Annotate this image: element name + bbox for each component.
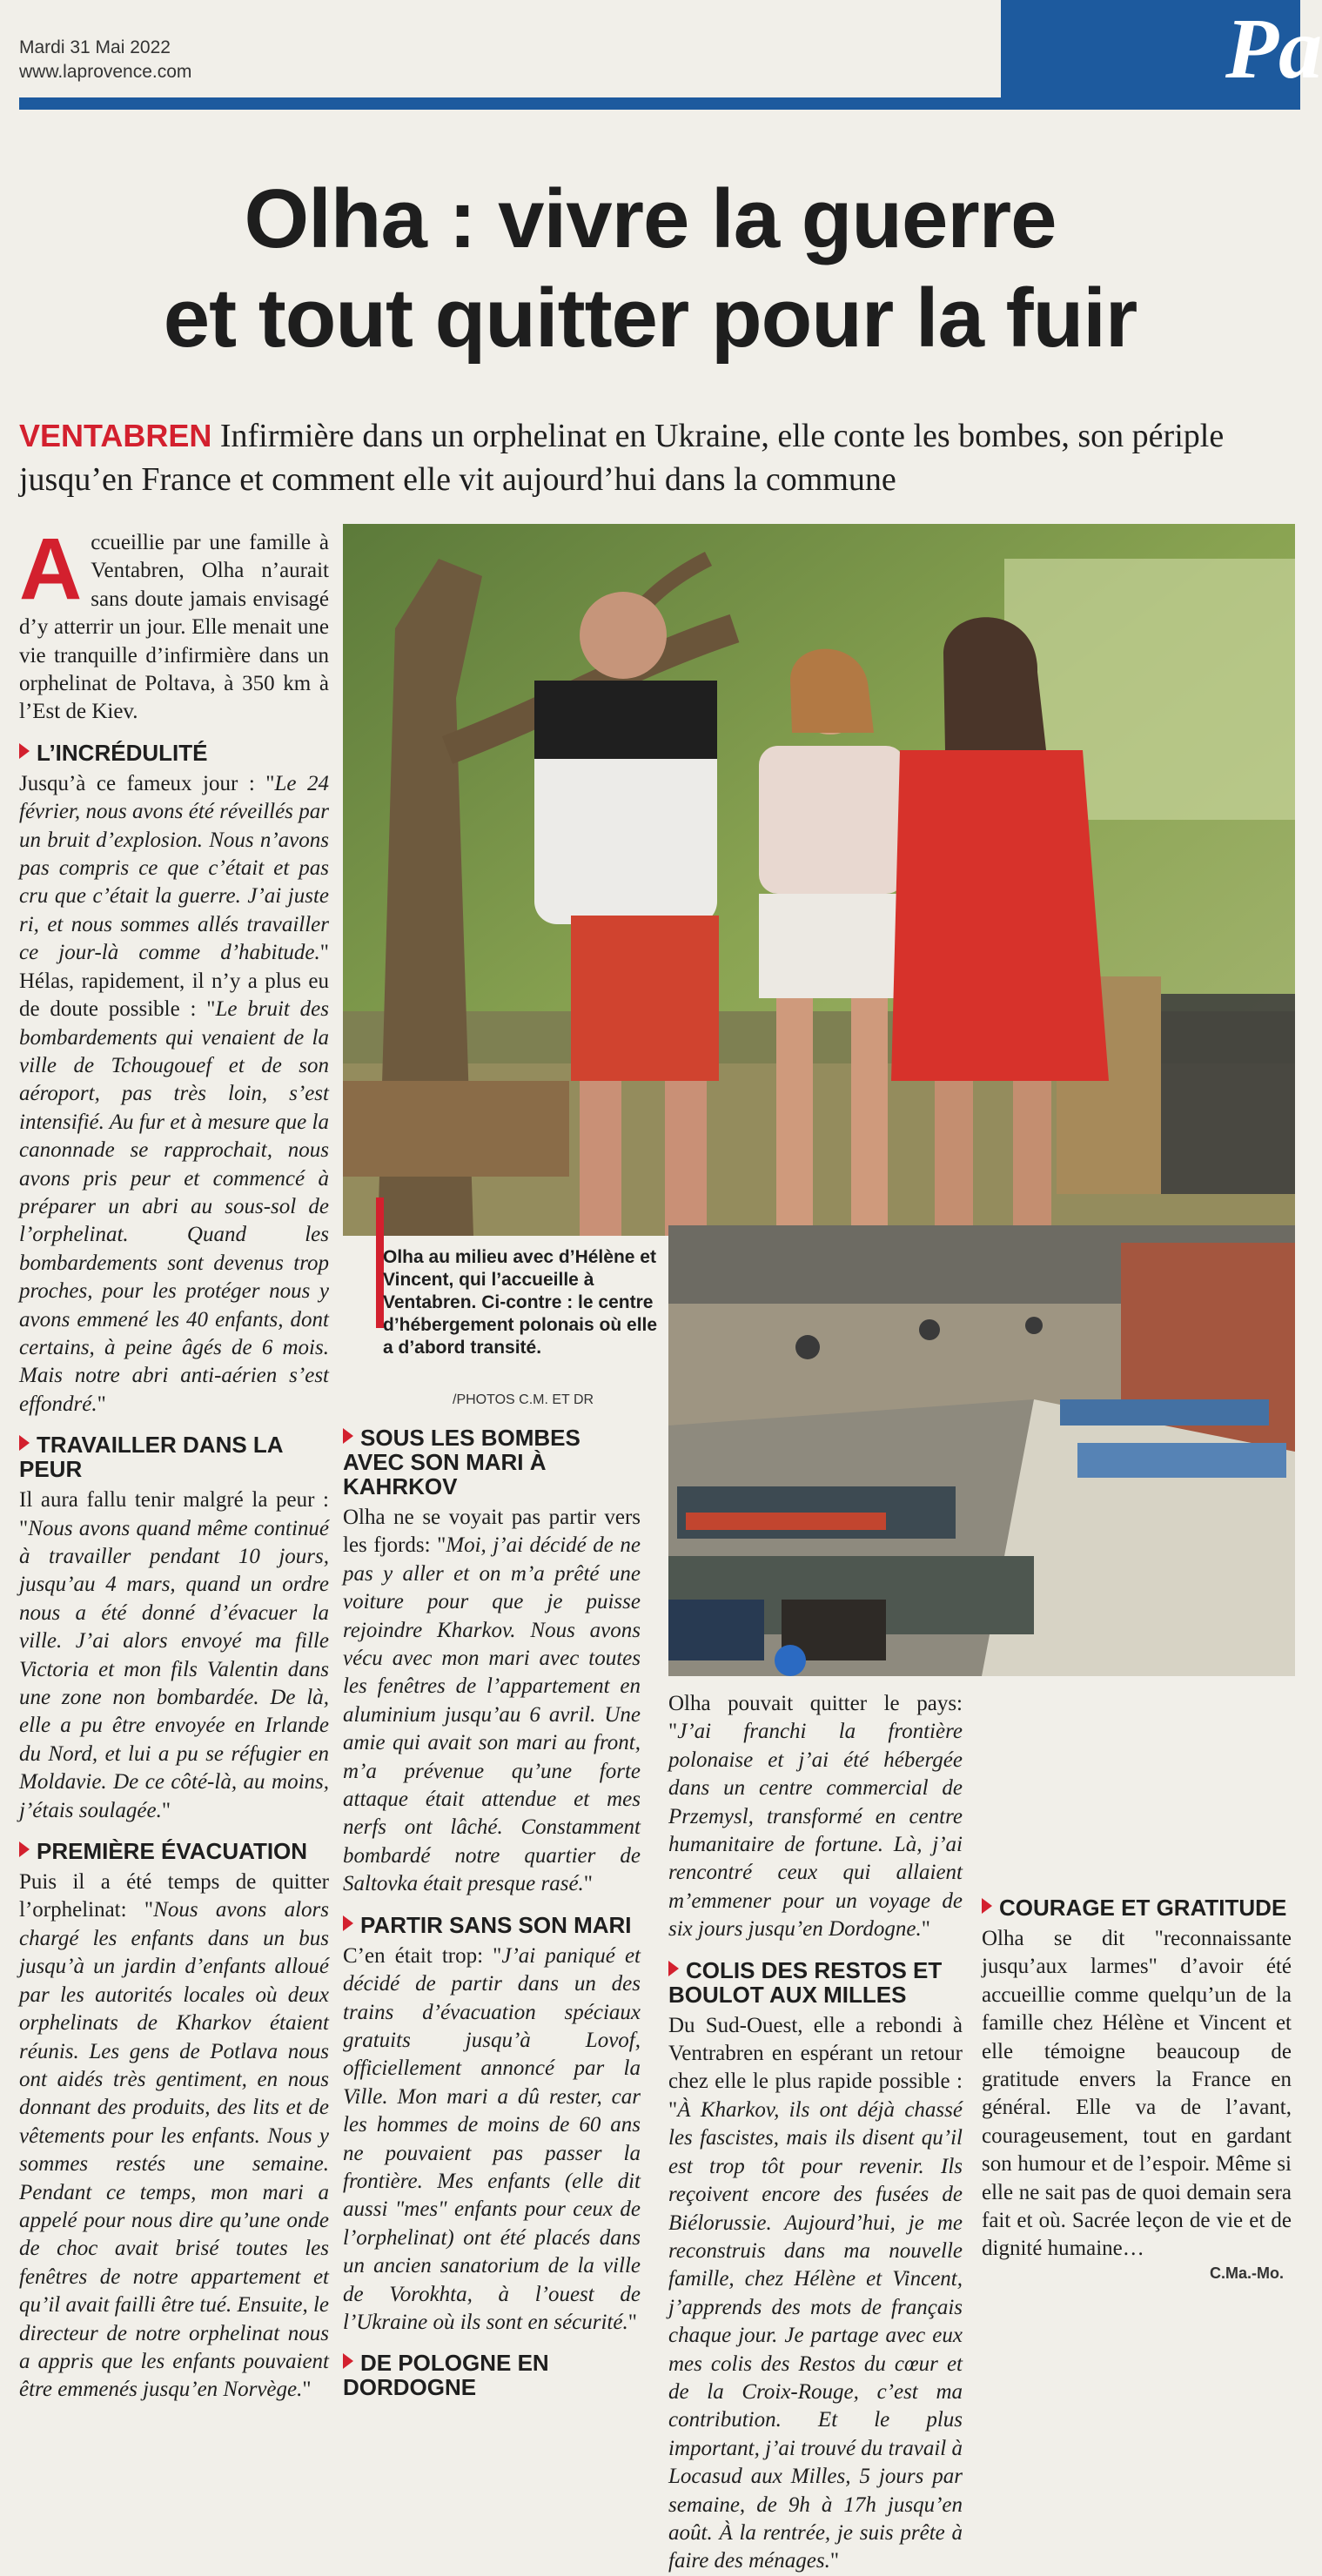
text-run: " (97, 1392, 106, 1416)
publication-date: Mardi 31 Mai 2022 (19, 37, 171, 57)
paragraph-travailler (19, 1486, 329, 1825)
subhead-label: PARTIR SANS SON MARI (360, 1911, 632, 1938)
drop-cap: A (19, 520, 83, 618)
quote-run: Le 24 février, nous avons été réveillés par un bruit d’explosion. Nous n’avons pas compris ce que c’était et pas cru que c’était la guerre. J’ai juste ri, et nous sommes allés travailler ce jour-là comme d’habitude. (19, 771, 329, 965)
headline-line-2: et tout quitter pour la fuir (163, 272, 1137, 365)
subhead-label: COURAGE ET GRATITUDE (999, 1895, 1287, 1921)
text-run: " (161, 1798, 171, 1822)
column-4 (982, 1895, 1292, 2264)
triangle-icon (19, 1841, 30, 1857)
lead-paragraph (19, 520, 329, 727)
triangle-icon (19, 1435, 30, 1451)
subhead-pologne (343, 2351, 641, 2399)
text-run: " (921, 1917, 930, 1942)
paragraph-courage: Olha se dit "reconnaissante jusqu’aux larmes" d’avoir été accueillie comme quelqu’un de la famille chez Hélène et Vincent et elle témoigne beaucoup de gratitude envers la France en général. Elle va de l’avant, courageusement, tout en gardant son humour et de l’espoir. Même si elle ne sait pas de quoi demain sera fait et où. Sacrée leçon de vie et de dignité humaine… (982, 1927, 1292, 2261)
subhead-label: SOUS LES BOMBES AVEC SON MARI À KAHRKOV (343, 1425, 580, 1499)
paragraph-incredulite (19, 770, 329, 1419)
subhead-label: L’INCRÉDULITÉ (37, 739, 208, 766)
subhead-label: DE POLOGNE EN DORDOGNE (343, 2350, 549, 2401)
headline-line-1: Olha : vivre la guerre (244, 172, 1057, 265)
quote-run: Nous avons quand même continué à travailler pendant 10 jours, jusqu’au 4 mars, quand un ordre nous a été donné d’évacuer la ville. J’ai alors envoyé ma fille Victoria et mon fils Valentin dans une zone non bombardée. De là, elle a pu être envoyée en Irlande du Nord, et lui a pu se réfugier en Moldavie. De ce côté-là, au moins, j’étais soulagée. (19, 1516, 329, 1822)
subhead-incredulite (19, 741, 329, 765)
photo-credit: /PHOTOS C.M. ET DR (453, 1392, 594, 1407)
lead-text: ccueillie par une famille à Ventabren, Olha n’aurait sans doute jamais envisagé d’y atterrir un jour. Elle menait une vie tranquille d’infirmière dans un orphelinat de Poltava, à 350 km à l’Est de Kiev. (19, 531, 329, 724)
triangle-icon (982, 1898, 992, 1914)
subhead-label: TRAVAILLER DANS LA PEUR (19, 1432, 283, 1483)
hall-photo (668, 1225, 1295, 1676)
paragraph-colis (668, 2012, 963, 2576)
subhead-partir (343, 1913, 641, 1937)
text-run: Olha ne se voyait pas partir vers les fjords: " (343, 1506, 641, 1558)
section-banner (1001, 0, 1322, 106)
triangle-icon (668, 1961, 679, 1976)
paragraph-pologne (668, 1690, 963, 1944)
text-run: " (302, 2378, 312, 2402)
quote-run: Nous avons alors chargé les enfants dans un bus jusqu’à un jardin d’enfants alloué par les autorités locales où deux orphelinats de Kharkov étaient réunis. Les gens de Potlava nous ont aidés très gentiment, en nous donnant des produits, des lits et de vêtements pour les enfants. Nous y sommes restés une semaine. Pendant ce temps, mon mari a appelé pour nous dire qu’une onde de choc avait brisé toutes les fenêtres de notre appartement et qu’il avait failli être tué. Ensuite, le directeur de notre orphelinat nous a appris que les enfants pouvaient être emmenés jusqu’en Norvège. (19, 1898, 329, 2402)
text-run: " (627, 2310, 637, 2334)
quote-run: J’ai paniqué et décidé de partir dans un des trains d’évacuation spéciaux gratuits jusqu’à Lovof, officiellement annoncé par la Ville. Mon mari a dû rester, car les hommes de moins de 60 ans ne pouvaient pas passer la frontière. Mes enfants (elle dit aussi "mes" enfants pour ceux de l’orphelinat) ont été placés dans un ancien sanatorium de la ville de Vorokhta, à l’ouest de l’Ukraine où ils sont en sécurité. (343, 1943, 641, 2334)
kicker: VENTABREN (19, 418, 212, 453)
headline (35, 170, 1265, 368)
subhead-travailler (19, 1432, 329, 1481)
triangle-icon (19, 743, 30, 759)
subhead-sous-les-bombes (343, 1426, 641, 1499)
text-run: Puis il a été temps de quitter l’orphelinat: " (19, 1870, 329, 1922)
main-photo-image (343, 524, 1295, 1236)
section-fragment: Pa (1225, 0, 1322, 97)
text-run: Il aura fallu tenir malgré la peur : " (19, 1488, 329, 1540)
column-2 (343, 1417, 641, 2405)
triangle-icon (343, 1428, 353, 1444)
text-run: Olha pouvait quitter le pays: " (668, 1692, 963, 1744)
text-run: " (829, 2549, 840, 2573)
text-run: " Hélas, rapidement, il n’y a plus eu de doute possible : " (19, 941, 329, 1022)
website-url: www.laprovence.com (19, 62, 192, 82)
deck-text: Infirmière dans un orphelinat en Ukraine, elle conte les bombes, son périple jusqu’en France et comment elle vit aujourd’hui dans la commune (19, 418, 1225, 498)
column-1 (19, 520, 329, 2405)
main-photo (343, 524, 1295, 1236)
photo-caption: Olha au milieu avec d’Hélène et Vincent, qui l’accueille à Ventabren. Ci-contre : le centre d’hébergement polonais où elle a d’abord transité. (383, 1247, 658, 1358)
text-run: C’en était trop: " (343, 1943, 502, 1968)
text-run: " (583, 1872, 594, 1896)
deck (19, 414, 1292, 501)
text-run: Du Sud-Ouest, elle a rebondi à Ventrabren en espérant un retour chez elle le plus rapide possible : " (668, 2013, 963, 2122)
triangle-icon (343, 1915, 353, 1931)
subhead-label: PREMIÈRE ÉVACUATION (37, 1838, 308, 1865)
triangle-icon (343, 2353, 353, 2369)
quote-run: Le bruit des bombardements qui venaient de la ville de Tchougouef et de son aéroport, pas très loin, s’est intensifié. Au fur et à mesure que la canonnade se rapprochait, nous avons pris peur et commencé à préparer un abri au sous-sol de l’orphelinat. Quand les bombardements sont devenus trop proches, pour les protéger nous y avons emmené les 40 enfants, dont certains, à peine âgés de 6 mois. Mais notre abri anti-aérien s’est effondré. (19, 997, 329, 1416)
subhead-colis (668, 1958, 963, 2007)
paragraph-partir (343, 1942, 641, 2338)
column-3 (668, 1690, 963, 2576)
hall-photo-image (668, 1225, 1295, 1676)
subhead-evacuation (19, 1839, 329, 1863)
author-signature: C.Ma.-Mo. (1210, 2264, 1284, 2282)
paragraph-evacuation (19, 1868, 329, 2405)
subhead-label: COLIS DES RESTOS ET BOULOT AUX MILLES (668, 1956, 943, 2008)
paragraph-sous-les-bombes (343, 1504, 641, 1899)
quote-run: Moi, j’ai décidé de ne pas y aller et on m’a prêté une voiture pour que je puisse rejoindre Kharkov. Nous avons vécu avec mon mari avec toutes les fenêtres de l’appartement en aluminium jusqu’au 6 avril. Une amie qui avait son mari au front, m’a prévenue qu’une forte attaque était attendue et mes nerfs ont lâché. Constamment bombardé notre quartier de Saltovka était presque rasé. (343, 1533, 641, 1896)
text-run: Jusqu’à ce fameux jour : " (19, 771, 275, 795)
quote-run: À Kharkov, ils ont déjà chassé les fascistes, mais ils disent qu’il est trop tôt pour revenir. Ils reçoivent encore des fusées de Biélorussie. Aujourd’hui, je me reconstruis dans ma nouvelle famille, chez Hélène et Vincent, j’apprends des mots de français chaque jour. Je partage avec eux mes colis des Restos du cœur et de la Croix-Rouge, c’est ma contribution. Et le plus important, j’ai trouvé du travail à Locasud aux Milles, 5 jours par semaine, de 9h à 17h jusqu’en août. À la rentrée, je suis prête à faire des ménages. (668, 2097, 963, 2573)
subhead-courage (982, 1895, 1292, 1920)
quote-run: J’ai franchi la frontière polonaise et j’ai été hébergée dans un centre commercial de Przemysl, transformé en centre humanitaire de fortune. Là, j’ai rencontré ceux qui allaient m’emmener pour un voyage de six jours jusqu’en Dordogne. (668, 1720, 963, 1942)
